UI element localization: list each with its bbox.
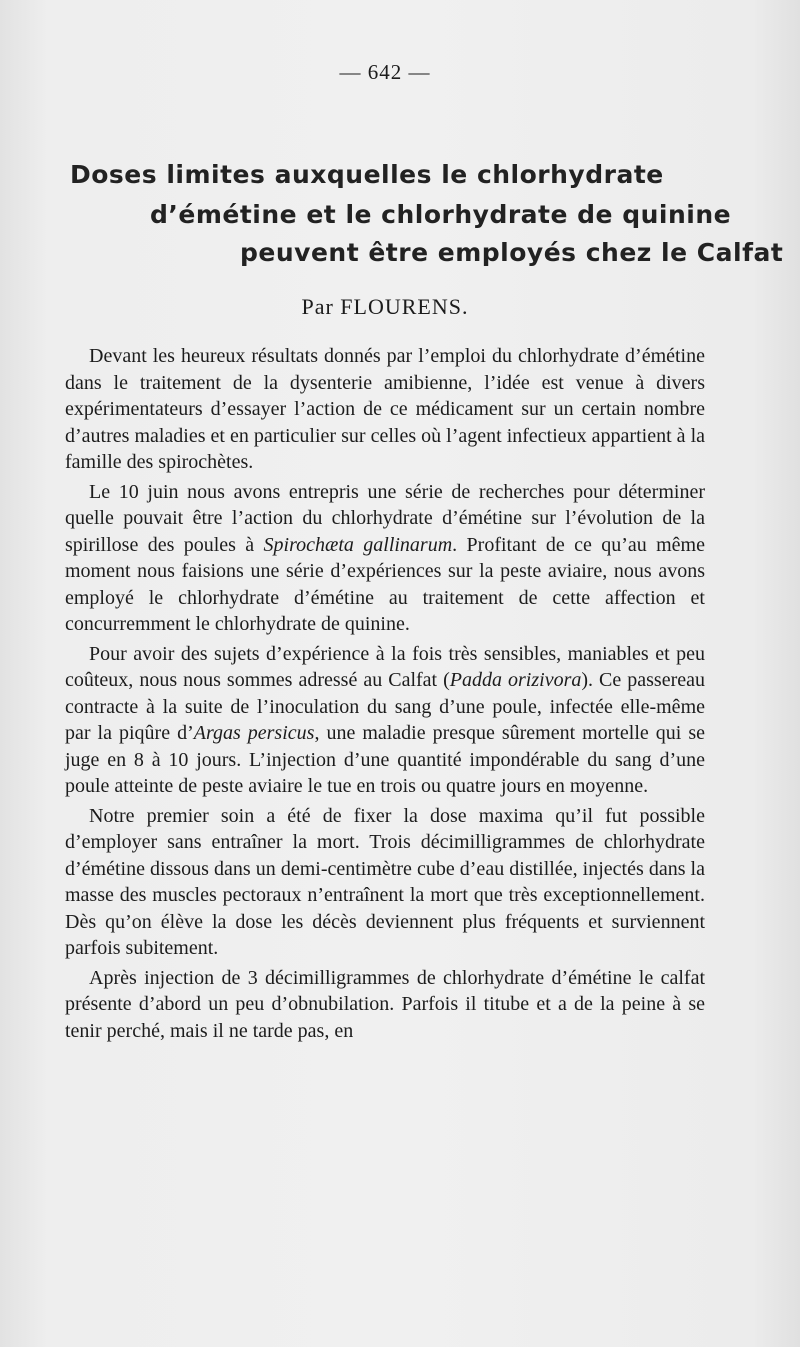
article-body (65, 343, 705, 1047)
paragraph-3-text-c: , une maladie presque sûrement mortelle qui se juge en 8 à 10 jours. L’injection d’une quantité impondérable du sang d’une poule atteinte de peste aviaire le tue en trois ou quatre jours en moyenne. (65, 722, 705, 797)
paragraph-3-text-a: Pour avoir des sujets d’expérience à la fois très sensibles, maniables et peu coûteux, nous nous sommes adressé au Calfat ( (65, 642, 705, 691)
paragraph-2 (65, 479, 705, 638)
species-name-italic: Argas persicus (193, 722, 315, 744)
paragraph-5: Après injection de 3 décimilligrammes de chlorhydrate d’émétine le calfat présente d’abord un peu d’obnubilation. Parfois il titube et a de la peine à se tenir perché, mais il ne tarde pas, en (65, 966, 705, 1042)
species-name-italic: Padda orizivora (449, 669, 582, 691)
paragraph-3 (65, 641, 705, 800)
paragraph-2-text-b: . Profitant de ce qu’au même moment nous faisions une série d’expériences sur la peste aviaire, nous avons employé le chlorhydrate d’émétine au traitement de cette affection et concurremment le chlorhydrate de quinine. (65, 533, 705, 635)
page-number: — 642 — (339, 60, 431, 84)
article-title-line-1: Doses limites auxquelles le chlorhydrate (70, 160, 664, 189)
paragraph-4: Notre premier soin a été de fixer la dose maxima qu’il fut possible d’employer sans entraîner la mort. Trois décimilligrammes de chlorhydrate d’émétine dissous dans un demi-centimètre cube d’eau distillée, injectés dans la masse des muscles pectoraux n’entraînent la mort que très exceptionnellement. Dès qu’on élève la dose les décès deviennent plus fréquents et surviennent parfois subitement. (65, 804, 705, 959)
paragraph-1: Devant les heureux résultats donnés par l’emploi du chlorhydrate d’émétine dans le traitement de la dysenterie amibienne, l’idée est venue à divers expérimentateurs d’essayer l’action de ce médicament sur un certain nombre d’autres maladies et en particulier sur celles où l’agent infectieux appartient à la famille des spirochètes. (65, 345, 705, 473)
author-byline: Par FLOURENS. (301, 294, 469, 319)
paragraph-3-text-b: ). Ce passereau contracte à la suite de l’inoculation du sang d’une poule, infectée elle-même par la piqûre d’ (65, 669, 705, 744)
paragraph-2-text-a: Le 10 juin nous avons entrepris une série de recherches pour déterminer quelle pouvait être l’action du chlorhydrate d’émétine sur l’évolution de la spirillose des poules à (65, 480, 705, 556)
species-name-italic: Spirochæta gallinarum (263, 533, 453, 556)
article-title-line-3: peuvent être employés chez le Calfat (240, 238, 784, 267)
article-title-line-2: d’émétine et le chlorhydrate de quinine (150, 200, 732, 229)
